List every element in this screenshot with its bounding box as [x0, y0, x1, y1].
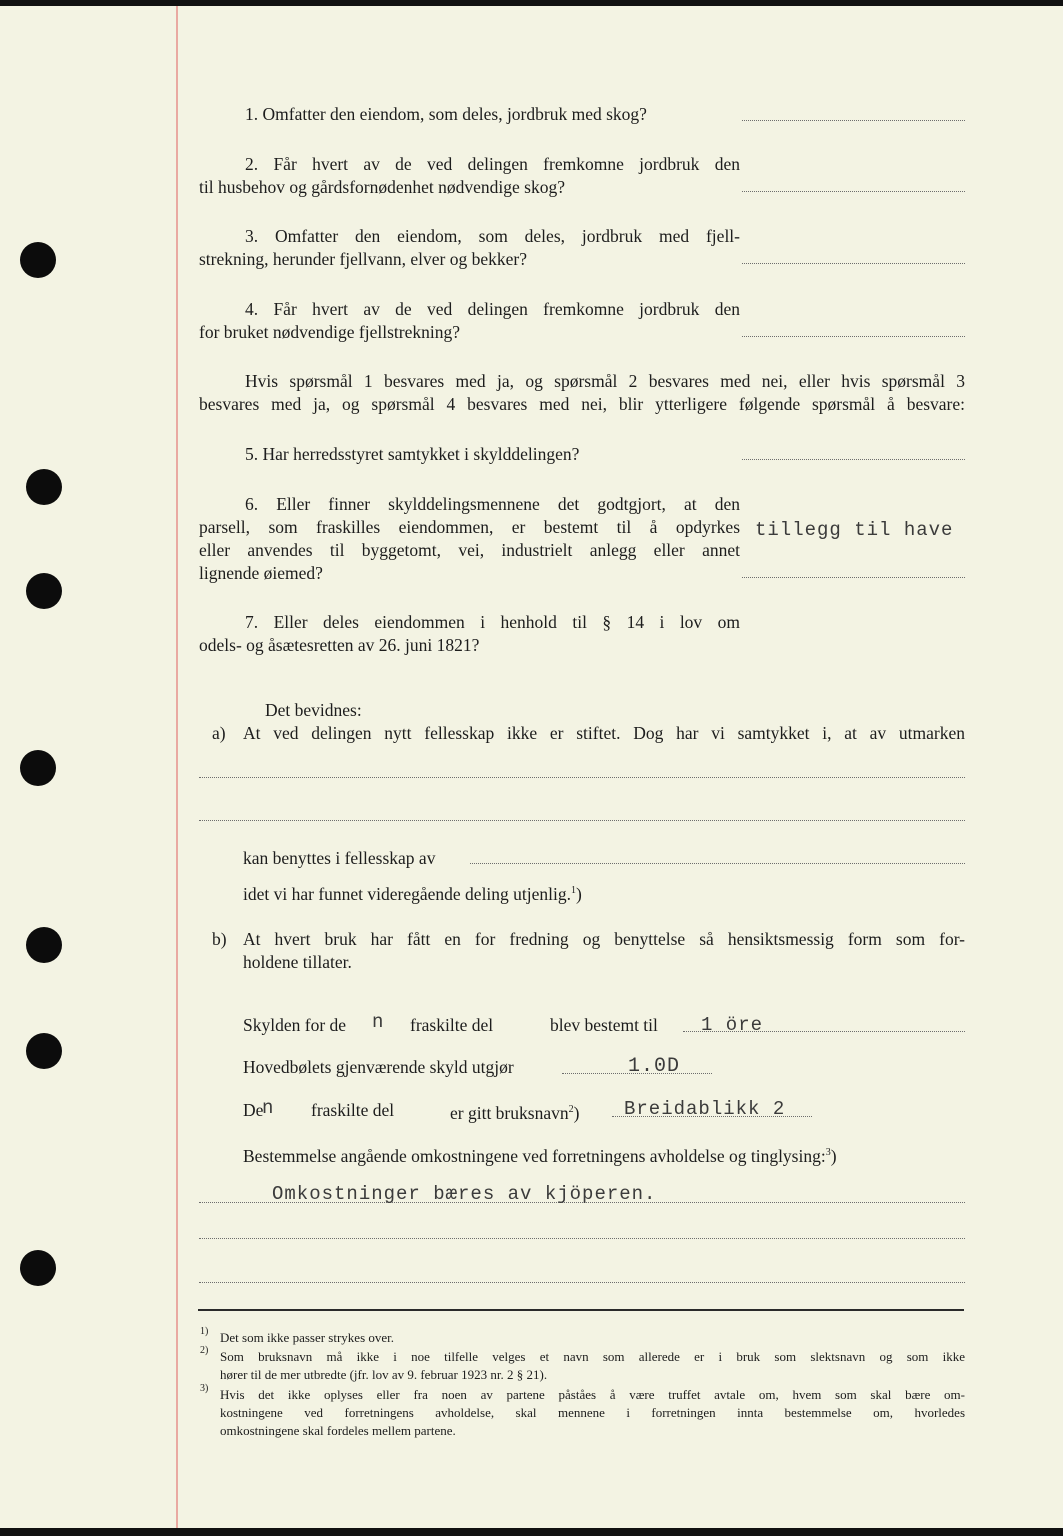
- question-7-line-2: odels- og åsætesretten av 26. juni 1821?: [199, 635, 480, 655]
- punch-hole: [26, 573, 62, 609]
- footnote-3-line-1: Hvis det ikke oplyses eller fra noen av partene påståes å være truffet avtale om, hvem som skal bære om-: [220, 1387, 965, 1402]
- fill-line: [199, 777, 965, 778]
- footnote-1: Det som ikke passer strykes over.: [220, 1330, 395, 1345]
- question-6-line-2: parsell, som fraskilles eiendommen, er bestemt til å opdyrkes: [199, 517, 740, 537]
- fill-line: [470, 863, 965, 864]
- info-line-2: besvares med ja, og spørsmål 4 besvares med nei, blir ytterligere følgende spørsmål å besvare:: [199, 394, 965, 414]
- footnote-marker: 1): [200, 1326, 209, 1337]
- footnote-marker-number: 1: [200, 1326, 205, 1337]
- skylden-value: 1 öre: [701, 1014, 764, 1036]
- footnote-marker: 3): [200, 1383, 209, 1394]
- footnote-ref: 2: [568, 1104, 574, 1115]
- footnote-ref: 1: [571, 885, 577, 896]
- punch-hole: [20, 242, 56, 278]
- footnote-3-line-3: omkostningene skal fordeles mellem partene.: [220, 1423, 456, 1438]
- question-5: 5. Har herredsstyret samtykket i skylddelingen?: [245, 444, 580, 464]
- question-1: 1. Omfatter den eiendom, som deles, jordbruk med skog?: [245, 104, 647, 124]
- bruksnavn-value: Breidablikk 2: [624, 1098, 786, 1120]
- question-6-answer: tillegg til have: [755, 519, 954, 541]
- skylden-fill: n: [372, 1011, 385, 1033]
- question-2-line-1: 2. Får hvert av de ved delingen fremkomne jordbruk den: [245, 154, 740, 174]
- idet-text: idet vi har funnet videregående deling utjenlig.: [243, 883, 572, 904]
- question-6-line-1: 6. Eller finner skylddelingsmennene det godtgjort, at den: [245, 494, 740, 514]
- den-fill: n: [262, 1097, 275, 1119]
- answer-line-1: [742, 120, 965, 121]
- punch-hole: [20, 750, 56, 786]
- footnote-marker: 2): [200, 1345, 209, 1356]
- answer-line-5: [742, 459, 965, 460]
- question-2-line-2: til husbehov og gårdsfornødenhet nødvendige skog?: [199, 177, 565, 197]
- hovedbolet-value: 1.0D: [628, 1055, 681, 1078]
- question-4-line-2: for bruket nødvendige fjellstrekning?: [199, 322, 460, 342]
- footnote-2-line-1: Som bruksnavn må ikke i noe tilfelle velges et navn som allerede er i bruk som slektsnavn og som ikke: [220, 1349, 965, 1364]
- fraskilte-del-label: fraskilte del: [311, 1100, 395, 1120]
- closing-paren: ): [576, 883, 582, 904]
- fill-line: [199, 820, 965, 821]
- footnote-marker-number: 2: [200, 1345, 205, 1356]
- attest-heading: Det bevidnes:: [265, 700, 362, 720]
- question-3-line-1: 3. Omfatter den eiendom, som deles, jordbruk med fjell-: [245, 226, 740, 246]
- answer-line-6: [742, 577, 965, 578]
- answer-line-3: [742, 263, 965, 264]
- idet-line: [243, 880, 582, 905]
- question-3-line-2: strekning, herunder fjellvann, elver og bekker?: [199, 249, 527, 269]
- kan-benyttes-label: kan benyttes i fellesskap av: [243, 848, 436, 868]
- attest-a-text: At ved delingen nytt fellesskap ikke er stiftet. Dog har vi samtykket i, at av utmarken: [243, 723, 965, 743]
- skylden-label: Skylden for de: [243, 1015, 347, 1035]
- question-6-line-4: lignende øiemed?: [199, 563, 323, 583]
- fill-line: [199, 1282, 965, 1283]
- attest-a-label: a): [212, 723, 226, 743]
- info-line-1: Hvis spørsmål 1 besvares med ja, og spørsmål 2 besvares med nei, eller hvis spørsmål 3: [245, 371, 965, 391]
- form-page: [0, 6, 1063, 1528]
- punch-hole: [26, 1033, 62, 1069]
- hovedbolet-label: Hovedbølets gjenværende skyld utgjør: [243, 1057, 514, 1077]
- fill-line: [199, 1238, 965, 1239]
- punch-hole: [26, 469, 62, 505]
- footnote-2-line-2: hører til de mer utbredte (jfr. lov av 9. februar 1923 nr. 2 § 21).: [220, 1367, 548, 1382]
- question-7-line-1: 7. Eller deles eiendommen i henhold til § 14 i lov om: [245, 612, 740, 632]
- den-prefix: De: [243, 1100, 264, 1120]
- omkostninger-value: Omkostninger bæres av kjöperen.: [272, 1183, 657, 1205]
- punch-hole: [20, 1250, 56, 1286]
- closing-paren: ): [830, 1145, 837, 1166]
- attest-b-line-1: At hvert bruk har fått en for fredning og benyttelse så hensiktsmessig form som for-: [243, 929, 965, 949]
- footnote-marker-number: 3: [200, 1383, 205, 1394]
- punch-hole: [26, 927, 62, 963]
- attest-b-label: b): [212, 929, 227, 949]
- answer-line-2: [742, 191, 965, 192]
- footnote-ref: 3: [825, 1147, 831, 1158]
- footnote-rule: [198, 1309, 964, 1311]
- bestemmelse-text: Bestemmelse angående omkostningene ved forretningens avholdelse og tinglysing:: [243, 1145, 826, 1166]
- footnote-3-line-2: kostningene ved forretningens avholdelse, skal mennene i forretningen innta bestemmelse om, hvorledes: [220, 1405, 965, 1420]
- skylden-fraskilte: fraskilte del: [410, 1015, 494, 1035]
- bruksnavn-text: er gitt bruksnavn: [450, 1102, 569, 1123]
- bruksnavn-label: [450, 1099, 579, 1124]
- attest-b-line-2: holdene tillater.: [243, 952, 352, 972]
- margin-line: [176, 6, 178, 1528]
- answer-line-4: [742, 336, 965, 337]
- closing-paren: ): [573, 1102, 580, 1123]
- bestemmelse-label: [243, 1142, 837, 1167]
- skylden-bestemt: blev bestemt til: [550, 1015, 658, 1035]
- question-4-line-1: 4. Får hvert av de ved delingen fremkomne jordbruk den: [245, 299, 740, 319]
- question-6-line-3: eller anvendes til byggetomt, vei, industrielt anlegg eller annet: [199, 540, 740, 560]
